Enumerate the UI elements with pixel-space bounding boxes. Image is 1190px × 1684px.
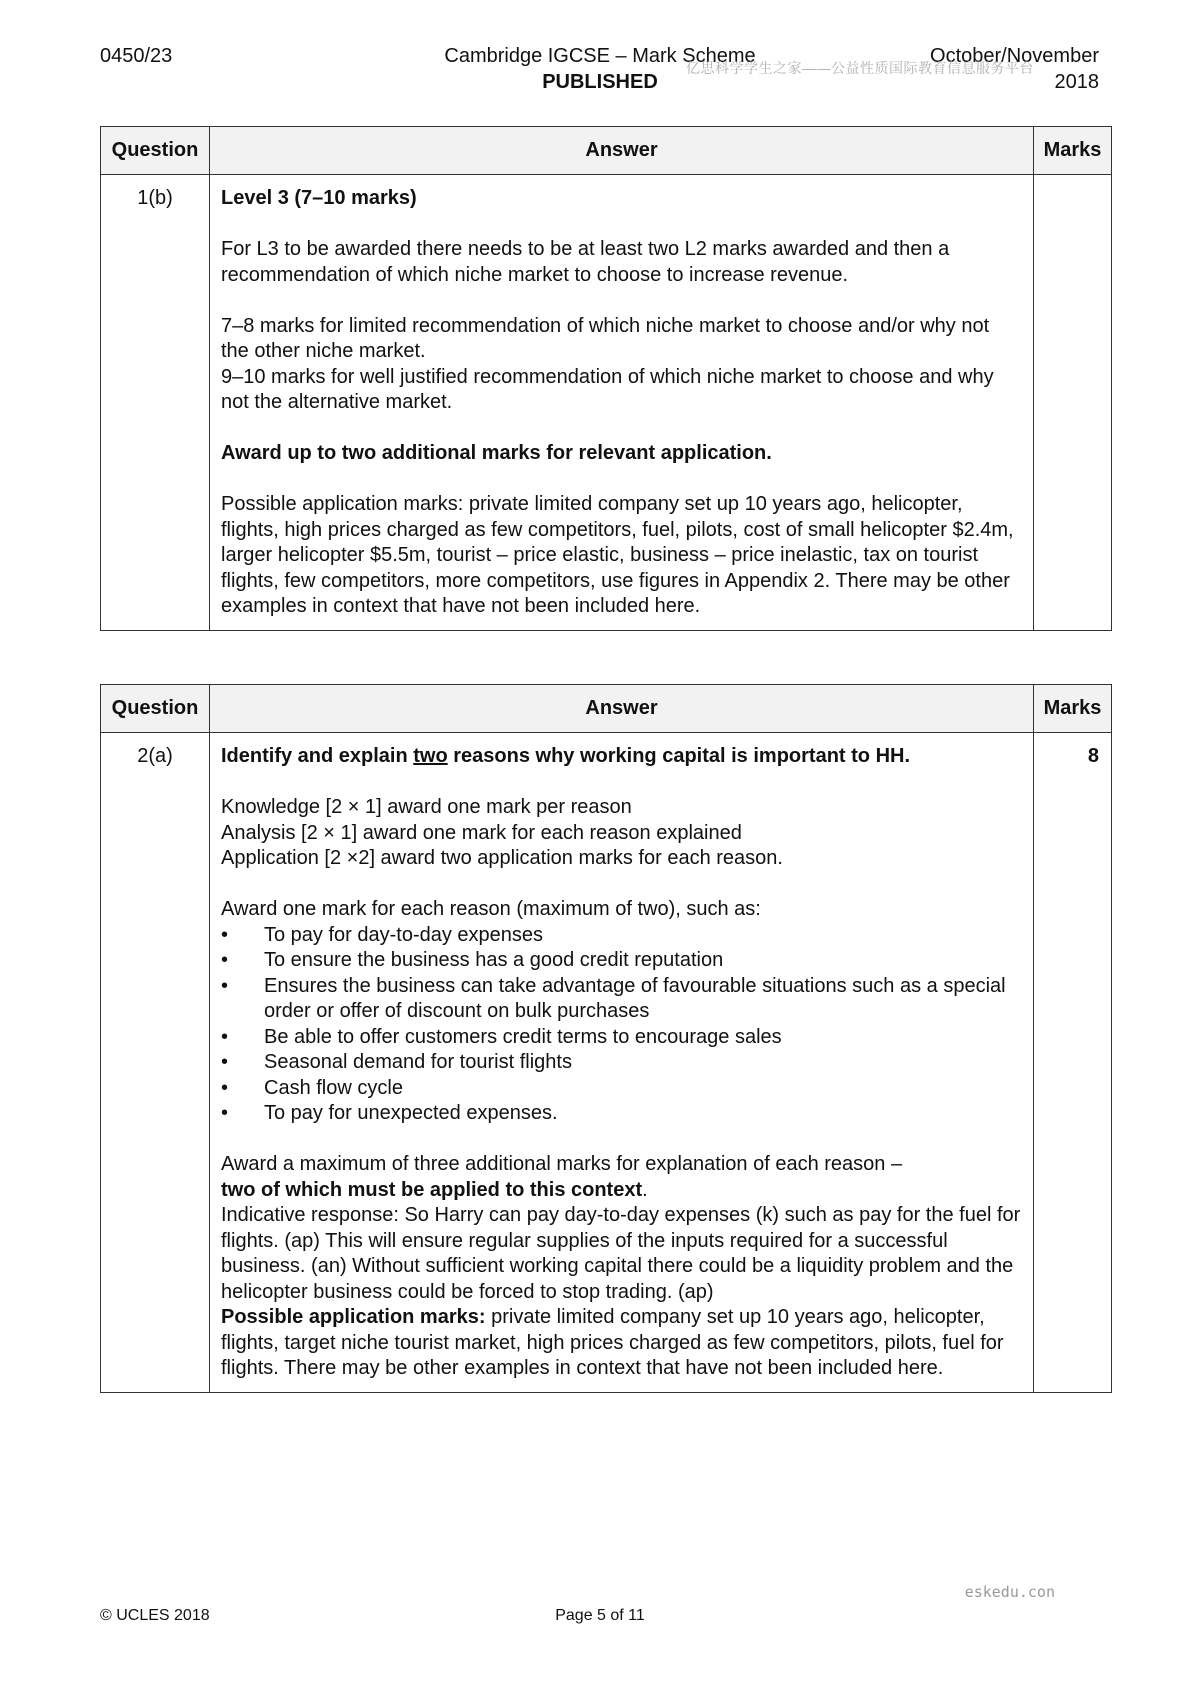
marks-7-8-criteria: 7–8 marks for limited recommendation of which niche market to choose and/or why not the other niche market. bbox=[221, 314, 990, 362]
question-number: 2(a) bbox=[101, 733, 210, 1393]
table-row bbox=[101, 175, 1112, 631]
exam-year: 2018 bbox=[1054, 71, 1099, 93]
table-header-row bbox=[101, 127, 1112, 175]
column-header-question: Question bbox=[101, 685, 210, 733]
additional-marks-bold: two of which must be applied to this context bbox=[221, 1178, 643, 1201]
level-heading: Level 3 (7–10 marks) bbox=[221, 187, 417, 209]
mark-scheme-table-2a bbox=[100, 684, 1112, 1393]
list-item: • Cash flow cycle bbox=[221, 1076, 1021, 1102]
analysis-criteria: Analysis [2 × 1] award one mark for each reason explained bbox=[221, 821, 742, 844]
possible-application-label: Possible application marks: bbox=[221, 1306, 486, 1328]
additional-marks-pre: Award a maximum of three additional marks for explanation of each reason – bbox=[221, 1153, 903, 1175]
document-title: Cambridge IGCSE – Mark Scheme bbox=[444, 45, 756, 67]
column-header-answer: Answer bbox=[210, 127, 1034, 175]
exam-session: October/November bbox=[930, 45, 1099, 67]
column-header-question: Question bbox=[101, 127, 210, 175]
list-item: • To pay for day-to-day expenses bbox=[221, 923, 1021, 949]
question-title bbox=[221, 744, 1021, 770]
additional-marks-rule bbox=[221, 1152, 1021, 1203]
answer-cell bbox=[210, 175, 1034, 631]
marks-value: 8 bbox=[1034, 733, 1112, 1393]
award-application-heading: Award up to two additional marks for relevant application. bbox=[221, 442, 772, 464]
list-item: • To pay for unexpected expenses. bbox=[221, 1101, 1021, 1127]
mark-scheme-table-1b bbox=[100, 126, 1112, 631]
list-item: • Be able to offer customers credit terms to encourage sales bbox=[221, 1025, 1021, 1051]
question-title-pre: Identify and explain bbox=[221, 745, 414, 767]
additional-marks-post: . bbox=[642, 1178, 648, 1201]
column-header-marks: Marks bbox=[1034, 685, 1112, 733]
l3-criteria: For L3 to be awarded there needs to be at least two L2 marks awarded and then a recommendation of which niche market to choose to increase revenue. bbox=[221, 238, 950, 286]
footer-watermark: eskedu.con bbox=[964, 1583, 1055, 1601]
reasons-list bbox=[221, 923, 1021, 1127]
knowledge-criteria: Knowledge [2 × 1] award one mark per reason bbox=[221, 796, 632, 818]
possible-application-marks: Possible application marks: private limited company set up 10 years ago, helicopter, flights, high prices charged as few competitors, fuel, pilots, cost of small helicopter $2.4m, larger helicopter $5.5m, tourist – price elastic, business – price inelastic, tax on tourist flights, few competitors, more competitors, use figures in Appendix 2. There may be other examples in context that have not been included here. bbox=[221, 493, 1014, 617]
table-header-row bbox=[101, 685, 1112, 733]
question-number: 1(b) bbox=[101, 175, 210, 631]
indicative-response: Indicative response: So Harry can pay day-to-day expenses (k) such as pay for the fuel for flights. (ap) This will ensure regular supplies of the inputs required for a successful business. (an) Without sufficient working capital there could be a liquidity problem and the helicopter business could be forced to stop trading. (ap) bbox=[221, 1204, 1021, 1303]
application-criteria: Application [2 ×2] award two application marks for each reason. bbox=[221, 847, 783, 869]
column-header-marks: Marks bbox=[1034, 127, 1112, 175]
list-item: • Seasonal demand for tourist flights bbox=[221, 1050, 1021, 1076]
copyright: © UCLES 2018 bbox=[100, 1607, 210, 1624]
column-header-answer: Answer bbox=[210, 685, 1034, 733]
list-item: • To ensure the business has a good credit reputation bbox=[221, 948, 1021, 974]
possible-application-marks bbox=[221, 1305, 1021, 1382]
table-row bbox=[101, 733, 1112, 1393]
question-title-underlined: two bbox=[413, 745, 448, 767]
list-item: • Ensures the business can take advantage of favourable situations such as a special order or offer of discount on bulk purchases bbox=[221, 974, 1021, 1025]
answer-cell bbox=[210, 733, 1034, 1393]
document-code: 0450/23 bbox=[100, 45, 173, 67]
question-title-post: reasons why working capital is important to HH. bbox=[447, 745, 911, 767]
award-intro: Award one mark for each reason (maximum of two), such as: bbox=[221, 898, 761, 920]
published-label: PUBLISHED bbox=[542, 71, 658, 93]
marks-value bbox=[1034, 175, 1112, 631]
page-number: Page 5 of 11 bbox=[555, 1607, 645, 1624]
marks-9-10-criteria: 9–10 marks for well justified recommendation of which niche market to choose and why not the alternative market. bbox=[221, 365, 994, 413]
possible-application-text: private limited company set up 10 years ago, helicopter, flights, target niche tourist market, high prices charged as few competitors, pilots, fuel for flights. There may be other examples in context that have not been included here. bbox=[221, 1306, 1004, 1379]
header-watermark: 亿思科学学生之家——公益性质国际教育信息服务平台 bbox=[686, 60, 1034, 76]
